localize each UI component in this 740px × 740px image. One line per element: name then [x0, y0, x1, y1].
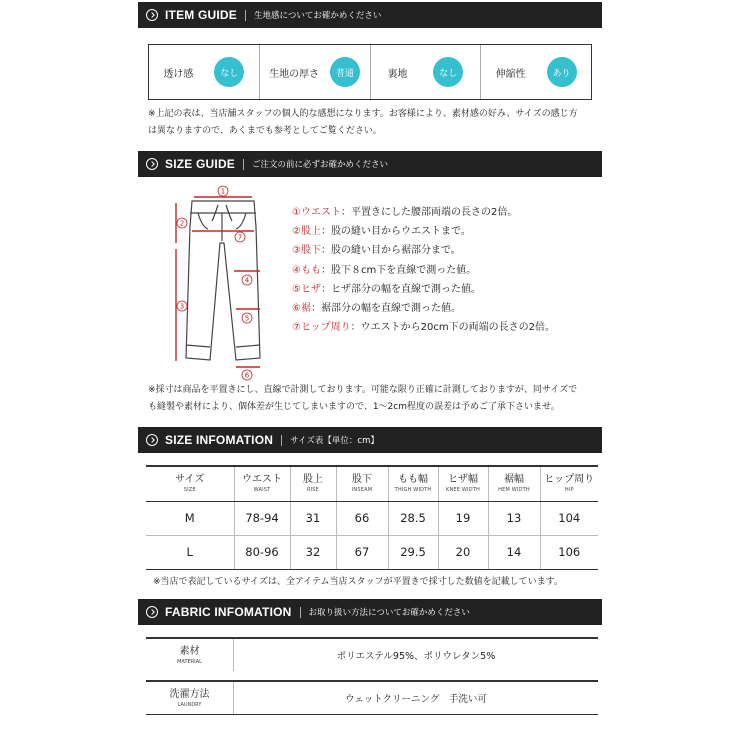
diagram-number: 4: [244, 276, 250, 285]
table-cell: 78-94: [234, 501, 290, 535]
table-cell: 66: [336, 501, 388, 535]
column-header: サイズ SIZE: [146, 466, 234, 501]
note-line: ※上記の表は、当店舗スタッフの個人的な感想になります。お客様により、素材感の好み、サイズの感じ方: [148, 109, 578, 119]
divider: [281, 435, 282, 446]
table-header-row: [146, 466, 598, 501]
note-line: は異なりますので、あくまでも参考としてご覧ください。: [148, 126, 382, 136]
section-subtitle: サイズ表【単位：cm】: [290, 436, 379, 446]
item-guide-note: [148, 106, 598, 140]
guide-item-stretch: [481, 45, 591, 99]
fabric-laundry-value: ウェットクリーニング 手洗い可: [345, 694, 487, 705]
chevron-circle-icon: [146, 434, 158, 446]
diagram-number: 2: [179, 219, 185, 228]
section-title: SIZE INFOMATION: [165, 433, 274, 447]
fabric-material-row: [146, 637, 598, 671]
table-cell: 104: [540, 501, 598, 535]
chevron-circle-icon: [146, 158, 158, 170]
table-cell: 14: [488, 535, 540, 569]
divider: [243, 159, 244, 170]
measurement-item: ③股下：股の縫い目から裾部分まで。: [292, 245, 461, 257]
guide-label: 透け感: [163, 68, 194, 80]
item-guide-header: [138, 2, 602, 28]
note-line: ※採寸は商品を平置きにし、直線で計測しております。可能な限り正確に計測しておりますが、同サイズで: [148, 385, 578, 395]
column-header: ウエスト WAIST: [234, 466, 290, 501]
table-cell: 80-96: [234, 535, 290, 569]
fabric-header: [138, 599, 602, 625]
size-table: [146, 465, 598, 570]
measurement-item: ⑦ヒップ周り：ウエストから20cm下の両端の長さの2倍。: [292, 322, 555, 334]
table-cell: 28.5: [388, 501, 438, 535]
table-cell: 31: [290, 501, 336, 535]
note-line: も縫製や素材により、個体差が生じてしまいますので、1〜2cm程度の誤差は予めご了承下さいませ。: [148, 402, 560, 412]
column-header: ヒップ周り HIP: [540, 466, 598, 501]
divider: [300, 607, 301, 618]
guide-value-badge: なし: [433, 57, 463, 87]
chevron-circle-icon: [146, 606, 158, 618]
diagram-number: 6: [244, 371, 250, 380]
table-cell: 20: [438, 535, 488, 569]
table-cell: 32: [290, 535, 336, 569]
section-title: ITEM GUIDE: [165, 8, 238, 22]
column-header: 裾幅 HEM WIDTH: [488, 466, 540, 501]
size-guide-header: [138, 151, 602, 177]
measurement-item: ②股上：股の縫い目からウエストまで。: [292, 226, 471, 238]
chevron-circle-icon: [146, 9, 158, 21]
measurement-item: ①ウエスト：平置きにした腰部両端の長さの2倍。: [292, 207, 518, 218]
measurement-item: ⑥裾：裾部分の幅を直線で測った値。: [292, 303, 461, 315]
size-guide-note: [148, 382, 598, 416]
column-header: 股下 INSEAM: [336, 466, 388, 501]
measurement-item: ④もも：股下８cm下を直線で測った値。: [292, 264, 477, 276]
diagram-number: 7: [237, 233, 243, 242]
item-guide-panel: [148, 44, 592, 100]
pants-diagram: [162, 183, 274, 383]
fabric-key: 素材 MATERIAL: [146, 639, 234, 671]
guide-item-sheer: [149, 45, 260, 99]
table-cell: M: [146, 501, 234, 535]
divider: [245, 10, 246, 21]
table-cell: 29.5: [388, 535, 438, 569]
guide-label: 伸縮性: [495, 68, 526, 80]
column-header: もも幅 THIGH WIDTH: [388, 466, 438, 501]
table-row: [146, 501, 598, 535]
size-info-note: ※当店で表記しているサイズは、全アイテム当店スタッフが平置きで採寸した数値を記載しています。: [153, 577, 563, 587]
section-title: SIZE GUIDE: [165, 157, 236, 171]
section-title: FABRIC INFOMATION: [165, 605, 292, 619]
table-cell: 13: [488, 501, 540, 535]
table-cell: L: [146, 535, 234, 569]
measurement-item: ⑤ヒザ：ヒザ部分の幅を直線で測った値。: [292, 283, 481, 295]
fabric-key: 洗濯方法 LAUNDRY: [146, 682, 234, 714]
column-header: 股上 RISE: [290, 466, 336, 501]
guide-value-badge: 普通: [330, 57, 360, 87]
guide-item-lining: [371, 45, 482, 99]
fabric-material-value: ポリエステル95%、ポリウレタン5%: [336, 651, 496, 662]
guide-value-badge: あり: [547, 57, 577, 87]
table-row: [146, 535, 598, 569]
section-subtitle: 生地感についてお確かめください: [254, 11, 382, 21]
diagram-number: 5: [244, 314, 250, 323]
table-cell: 67: [336, 535, 388, 569]
size-info-header: [138, 427, 602, 453]
section-subtitle: お取り扱い方法についてお確かめください: [308, 608, 470, 618]
section-subtitle: ご注文の前に必ずお確かめください: [252, 160, 389, 170]
fabric-laundry-row: [146, 680, 598, 715]
guide-label: 裏地: [387, 68, 408, 80]
measurement-list: [292, 203, 555, 337]
column-header: ヒザ幅 KNEE WIDTH: [438, 466, 488, 501]
diagram-number: 3: [179, 302, 185, 311]
guide-label: 生地の厚さ: [269, 68, 320, 80]
table-cell: 106: [540, 535, 598, 569]
guide-value-badge: なし: [214, 57, 244, 87]
diagram-number: 1: [220, 187, 226, 196]
guide-item-thickness: [260, 45, 371, 99]
table-cell: 19: [438, 501, 488, 535]
